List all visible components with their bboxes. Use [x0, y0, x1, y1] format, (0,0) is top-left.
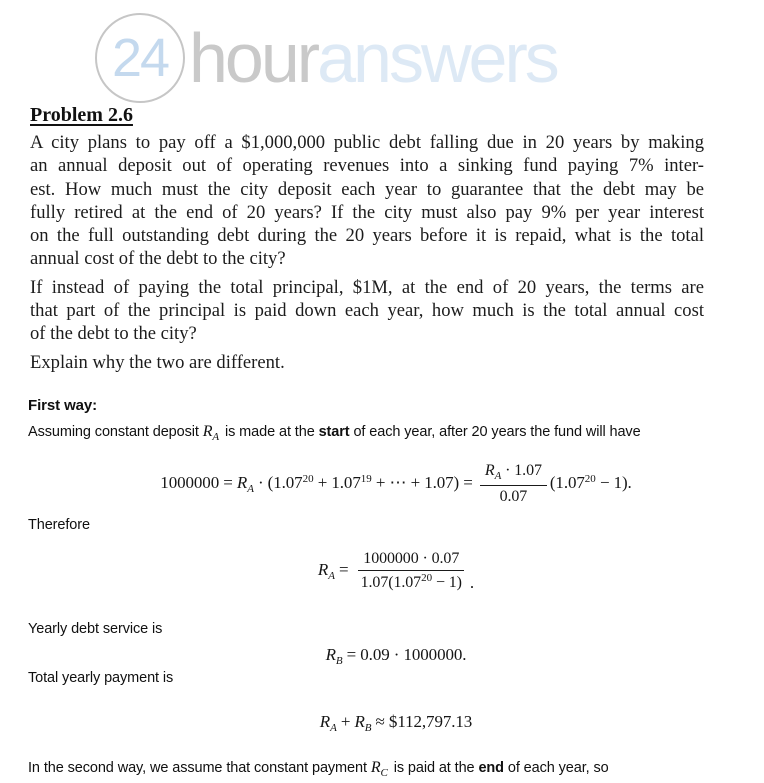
problem-line: of the debt to the city? — [30, 323, 197, 345]
logo — [95, 12, 764, 104]
eq1-sub-A: A — [247, 482, 254, 495]
logo-24-text: 24 — [111, 28, 169, 88]
solution-section — [28, 396, 764, 783]
eq1-num-var-R: R — [484, 461, 495, 479]
problem-paragraph-3 — [30, 351, 704, 374]
logo-hour-text: hour — [189, 19, 318, 97]
eq2-den2: − 1) — [432, 573, 462, 591]
logo-answers-text: answers — [317, 19, 557, 97]
eq2-den-exponent-20: 20 — [421, 571, 433, 584]
second-way-text-post: of each year, so — [503, 759, 609, 776]
eq2-den1: 1.07(1.07 — [360, 573, 422, 591]
bold-start-word: start — [318, 423, 350, 440]
total-yearly-payment-label: Total yearly payment is — [28, 669, 174, 686]
eq1-mid2: + 1.07 — [313, 472, 361, 492]
eq2-sub-A: A — [328, 569, 335, 582]
eq4-sub-B: B — [364, 721, 372, 734]
therefore-label: Therefore — [28, 516, 90, 533]
eq1-mid3: + ⋯ + 1.07) = — [371, 472, 477, 492]
eq2-var-R: R — [317, 559, 329, 579]
eq3-sub-B: B — [335, 654, 343, 667]
logo-circle-icon — [95, 13, 185, 103]
problem-line: on the full outstanding debt during the 20 years before it is repaid, what is the total — [30, 225, 704, 247]
eq1-lhs: 1000000 = — [160, 472, 237, 492]
eq1-tail2: − 1). — [595, 472, 632, 492]
eq4-var-R2: R — [354, 711, 365, 731]
eq1-var-R: R — [236, 472, 248, 492]
eq2-fraction — [356, 549, 467, 593]
problem-line: fully retired at the end of 20 years? If the city must also pay 9% per year interest — [30, 201, 704, 223]
eq4-result: ≈ $112,797.13 — [371, 711, 473, 731]
eq1-exponent-20: 20 — [302, 472, 314, 485]
equation-total-payment — [28, 712, 764, 734]
equation-sinking-fund — [28, 461, 764, 507]
eq2-fraction-numerator: 1000000 · 0.07 — [358, 549, 464, 571]
eq3-var-R: R — [325, 644, 336, 664]
eq1-num-rest: · 1.07 — [501, 461, 542, 479]
eq1-tail-exponent-20: 20 — [584, 472, 596, 485]
problem-heading: Problem 2.6 — [30, 104, 133, 126]
yearly-debt-service-label: Yearly debt service is — [28, 620, 163, 637]
problem-line: Explain why the two are different. — [30, 351, 285, 373]
eq1-mid1: · (1.07 — [253, 472, 303, 492]
problem-paragraph-1 — [30, 131, 704, 271]
eq1-fraction — [480, 461, 547, 507]
problem-line: an annual deposit out of operating revenues into a sinking fund paying 7% inter- — [30, 155, 704, 177]
assumption-text-post: of each year, after 20 years the fund will have — [349, 423, 641, 440]
math-sub-A: A — [212, 430, 220, 443]
assumption-text-pre: Assuming constant deposit — [28, 423, 203, 440]
eq2-period: . — [469, 572, 475, 592]
problem-line: est. How much must the city deposit each year to guarantee that the debt may be — [30, 178, 704, 200]
eq1-tail1: (1.07 — [549, 472, 585, 492]
eq4-var-R1: R — [319, 711, 331, 731]
equation-RB-value — [28, 645, 764, 667]
problem-line: annual cost of the debt to the city? — [30, 248, 286, 270]
assumption-line — [28, 422, 764, 447]
math-sub-C: C — [380, 766, 388, 779]
problem-line: If instead of paying the total principal, $1M, at the end of 20 years, the terms are — [30, 276, 704, 298]
eq4-plus: + — [336, 711, 355, 731]
eq1-fraction-numerator — [480, 461, 547, 486]
second-way-line — [28, 758, 764, 783]
math-var-RC: R — [370, 758, 381, 776]
problem-line: A city plans to pay off a $1,000,000 public debt falling due in 20 years by making — [30, 132, 704, 153]
eq1-fraction-denominator: 0.07 — [499, 487, 528, 505]
eq3-rest: = 0.09 · 1000000. — [342, 644, 467, 664]
assumption-text-mid: is made at the — [221, 423, 319, 440]
problem-paragraph-2 — [30, 276, 704, 346]
math-var-RA: R — [202, 422, 213, 440]
equation-RA-value — [28, 549, 764, 593]
eq1-exponent-19: 19 — [360, 472, 372, 485]
second-way-text-pre: In the second way, we assume that constant payment — [28, 759, 371, 776]
second-way-text-mid: is paid at the — [389, 759, 479, 776]
bold-end-word: end — [478, 759, 504, 776]
eq2-fraction-denominator — [356, 571, 467, 593]
eq1-num-sub-A: A — [494, 469, 502, 482]
eq4-sub-A: A — [330, 721, 337, 734]
first-way-label: First way: — [28, 396, 98, 414]
problem-line: that part of the principal is paid down each year, how much is the total annual cost — [30, 300, 704, 322]
eq2-equals: = — [334, 559, 353, 579]
